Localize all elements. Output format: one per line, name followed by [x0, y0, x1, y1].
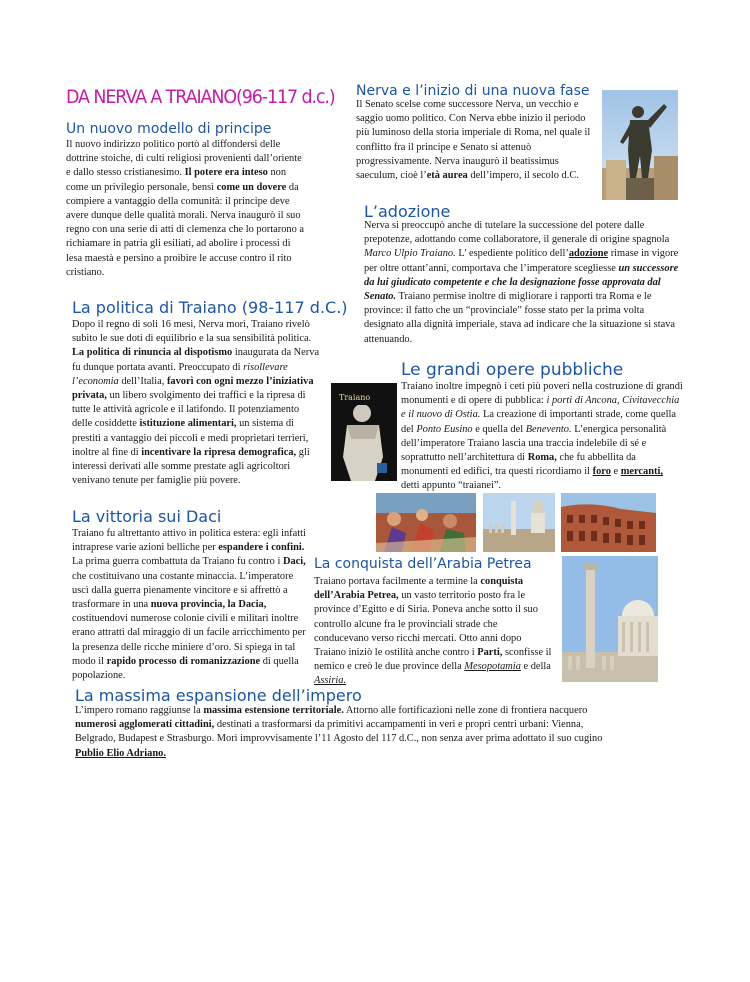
page-title: DA NERVA A TRAIANO(96-117 d.c.): [66, 86, 335, 108]
heading-daci: La vittoria sui Daci: [72, 507, 222, 526]
heading-espansione: La massima espansione dell’impero: [75, 686, 362, 705]
book-cover-image: [331, 383, 397, 481]
heading-opere: Le grandi opere pubbliche: [401, 360, 624, 380]
text-nerva: Il Senato scelse come successore Nerva, un vecchio e saggio uomo politico. Con Nerva ebbe inizio il periodo più luminoso della storia imperiale di Roma, nel quale il conflitto fra il principe e Senato si attenuò progressivamente. Nerva inaugurò il beatissimus saeculum, cioè l’età aurea dell’impero, il secolo d.C.: [356, 99, 591, 182]
text-daci: Traiano fu altrettanto attivo in politica estera: egli infatti intraprese varie azioni belliche per espandere i confini. La prima guerra combattuta da Traiano fu contro i Daci, che costituivano una costante minaccia. L’imperatore uscì dalla guerra pienamente vincitore e si affrettò a trasformare in una nuova provincia, la Dacia, costituendovi numerose colonie civili e militari inoltre erano attratti dal miraggio di un facile arricchimento per la presenza delle ricche miniere d’oro. Si spiega in tal modo il rapido processo di romanizzazione di quella popolazione.: [72, 528, 306, 682]
statue-image: [602, 90, 678, 200]
text-politica: Dopo il regno di soli 16 mesi, Nerva morì, Traiano rivelò subito le sue doti di equilibrio e la sua sensibilità politica. La politica di rinuncia al dispotismo inaugurata da Nerva fu dunque portata avanti. Preoccupato di risollevare l’economia dell’Italia, favorì con ogni mezzo l’iniziativa privata, un libero svolgimento dei traffici e la ripresa di tutte le attività agricole e il latifondo. Il potenziamento delle cosiddette istituzione alimentari, un sistema di prestiti a vantaggio dei piccoli e medi proprietari terrieri, inoltre al fine di incentivare la ripresa demografica, gli interessi derivati alle somme prestate agli agricoltori venivano tenute per famiglie più povere.: [72, 319, 320, 487]
text-espansione: L’impero romano raggiunse la massima estensione territoriale. Attorno alle fortificazioni nelle zone di frontiera nacquero numerosi agglomerati cittadini, destinati a trasformarsi da primitivi accampamenti in veri e propri centri urbani: Vienna, Belgrado, Budapest e Strasburgo. Morì improvvisamente l’11 Agosto del 117 d.C., non senza aver prima adottato il suo cugino Publio Elio Adriano.: [75, 705, 603, 759]
text-opere: Traiano inoltre impegnò i ceti più poveri nella costruzione di grandi monumenti e di opere di pubblica: i porti di Ancona, Civitavecchia e il nuovo di Ostia. La creazione di importanti strade, come quella del Ponto Eusino e quella del Benevento. L’energica personalità dell’imperatore Traiano lascia una traccia indelebile di sé e soprattutto nell’architettura di Roma, che fu abbellita da monumenti ed edifici, tra questi ricordiamo il foro e mercanti, detti appunto “traianei”.: [401, 381, 683, 492]
heading-nerva: Nerva e l’inizio di una nuova fase: [356, 83, 590, 99]
text-arabia: Traiano portava facilmente a termine la conquista dell’Arabia Petrea, un vasto territorio posto fra le province d’Egitto e di Siria. Poneva anche sotto il suo controllo alcune fra le provinciali strade che conducevano verso ricchi mercati. Otto anni dopo Traiano iniziò le ostilità anche contro i Parti, sconfisse il nemico e creò le due province della Mesopotamia e della Assiria.: [314, 576, 552, 687]
trajan-markets-image: [561, 493, 656, 552]
trajan-column-image: [562, 556, 658, 682]
text-modello: Il nuovo indirizzo politico portò al diffondersi delle dottrine stoiche, di culti religiosi provenienti dall’oriente e dallo stesso cristianesimo. Il potere era inteso non come un privilegio personale, bensì come un dovere da compiere a vantaggio della comunità: il principe deve avere dunque delle qualità morali. Nerva inaugurò il suo regno con una serie di atti di clemenza che lo portarono a richiamare in patria gli esiliati, ad abolire i processi di lesa maestà e persino a proibire le accuse contro il rito cristiano.: [66, 139, 305, 278]
text-adozione: Nerva si preoccupò anche di tutelare la successione del potere dalle prepotenze, adottando come collaboratore, il generale di origine spagnola Marco Ulpio Traiano. L’ espediente politico dell’adozione rimase in vigore per oltre ottant’anni, comportava che l’imperatore scegliesse un successore da lui giudicato competente e che la designazione fosse approvata dal Senato. Traiano permise inoltre di migliorare i rapporti tra Roma e le province: il fatto che un “provinciale” fosse stato per la prima volta designato alla dignità imperiale, stava ad indicare che la situazione si stava attenuando.: [364, 220, 679, 345]
book-title: Traiano: [339, 393, 371, 402]
forum-ruins-image: [483, 493, 555, 552]
heading-arabia: La conquista dell’Arabia Petrea: [314, 556, 532, 572]
heading-politica: La politica di Traiano (98-117 d.C.): [72, 298, 348, 317]
heading-modello: Un nuovo modello di principe: [66, 121, 272, 137]
heading-adozione: L’adozione: [364, 202, 451, 221]
battle-relief-image: [376, 493, 476, 552]
